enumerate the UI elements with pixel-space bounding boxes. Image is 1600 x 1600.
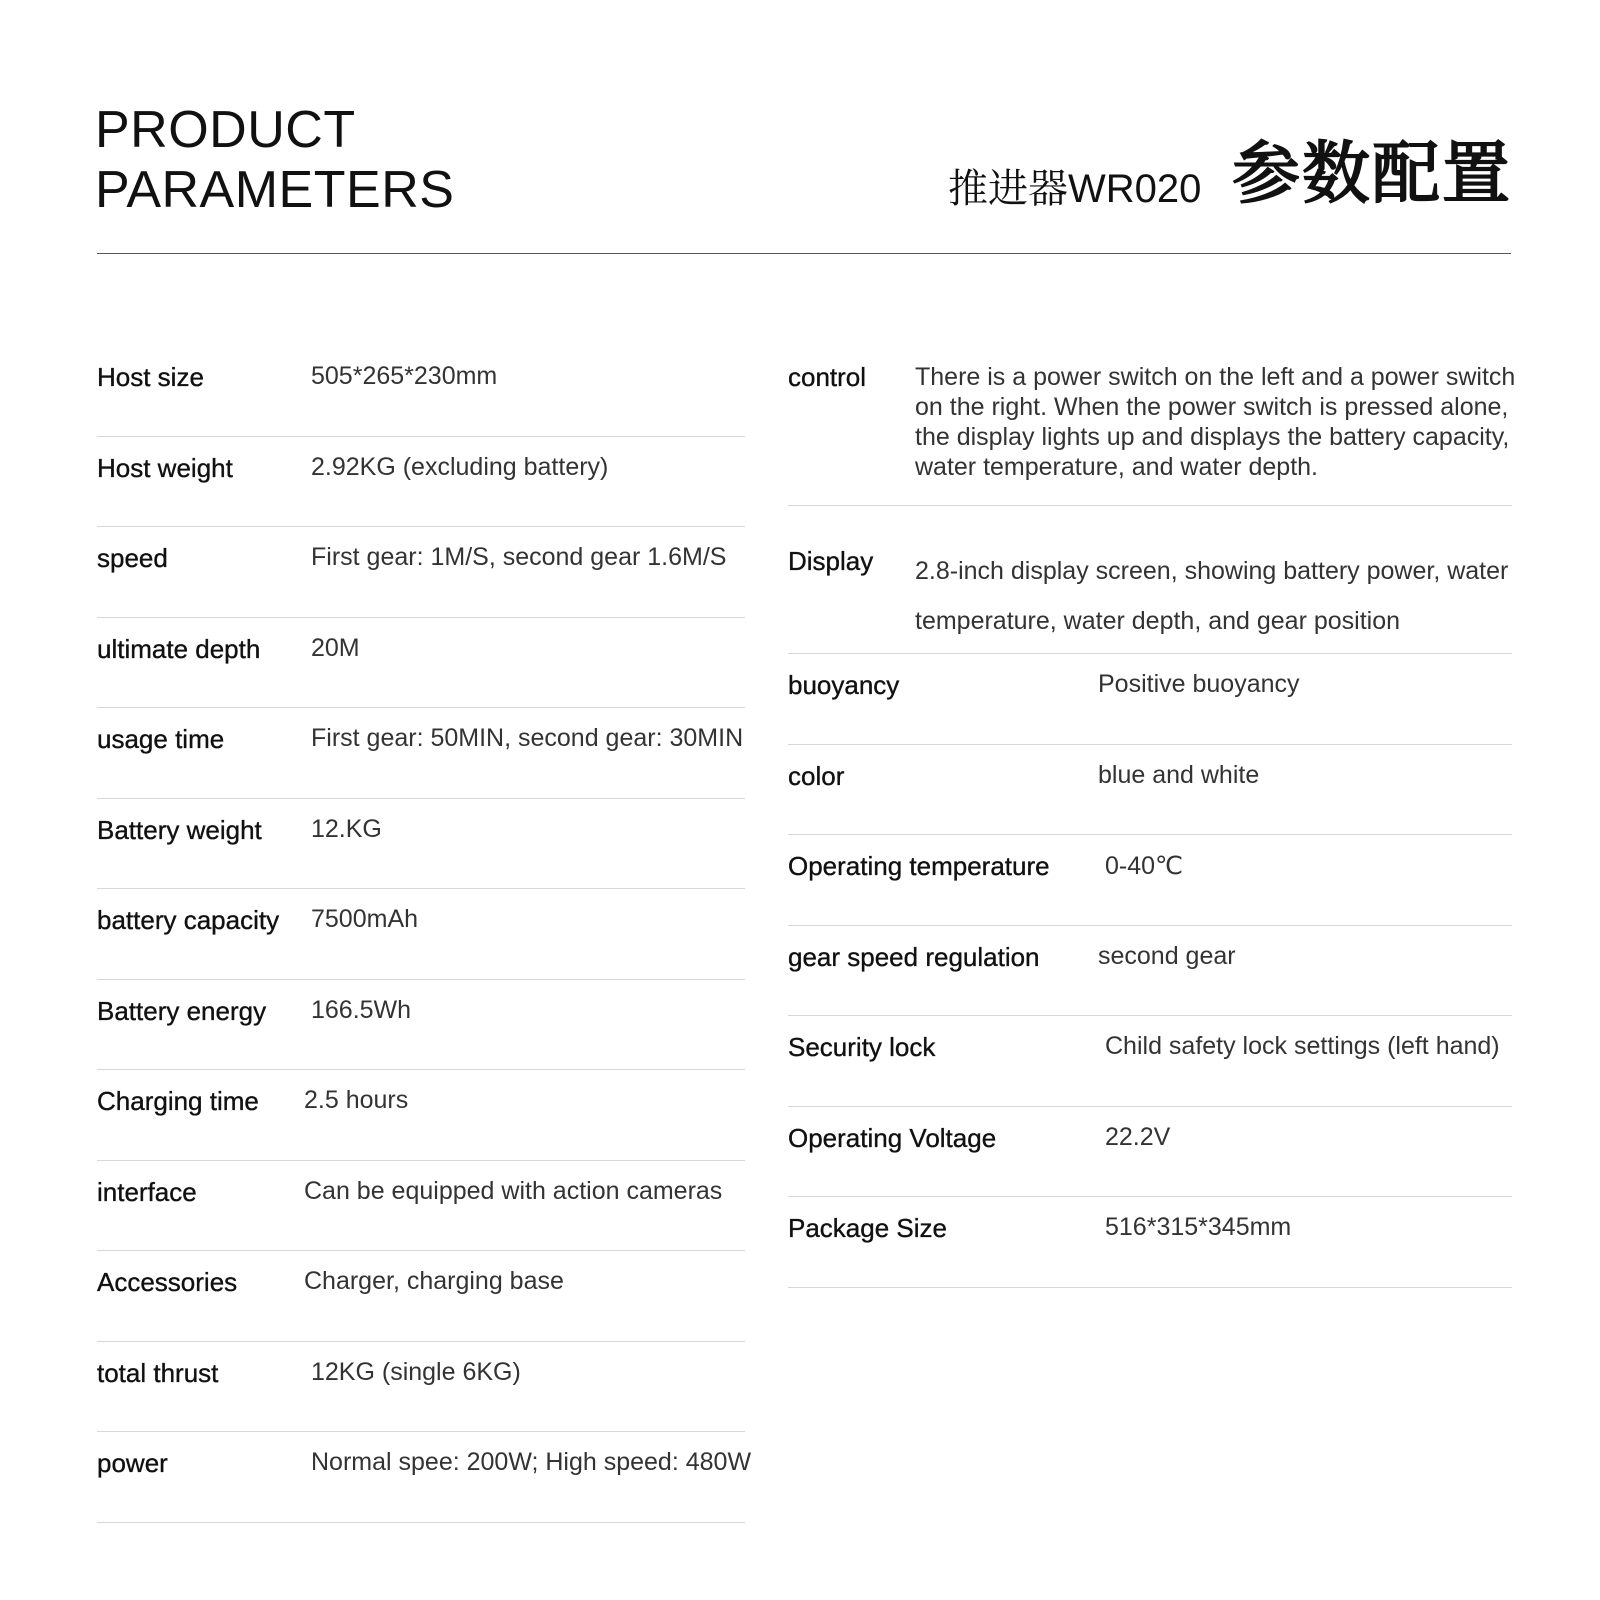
param-label: Operating temperature [788, 851, 1050, 881]
param-row-total-thrust [97, 1342, 745, 1433]
param-row-package-size [788, 1197, 1512, 1288]
param-label: interface [97, 1176, 197, 1207]
model-name: 推进器WR020 [948, 167, 1202, 211]
right-params-table [788, 346, 1516, 1288]
param-label: Host size [97, 362, 204, 392]
param-row-gear-speed-regulation [788, 926, 1512, 1017]
param-label: gear speed regulation [788, 941, 1040, 972]
param-value: Charger, charging base [304, 1267, 564, 1295]
param-row-security-lock [788, 1016, 1512, 1107]
param-value: 7500mAh [311, 905, 419, 933]
param-label: Charging time [97, 1086, 259, 1116]
param-label: battery capacity [97, 905, 280, 935]
param-row-speed [97, 527, 745, 618]
param-row-battery-capacity [97, 889, 745, 980]
param-label: buoyancy [788, 670, 900, 700]
param-value: Normal spee: 200W; High speed: 480W [311, 1448, 752, 1476]
param-value: 20M [311, 633, 360, 662]
param-label: Host weight [97, 452, 233, 483]
param-label: Battery energy [97, 995, 267, 1026]
param-label: Package Size [788, 1213, 947, 1243]
param-row-display [788, 506, 1512, 654]
param-label: Security lock [788, 1032, 936, 1062]
param-value: 22.2V [1105, 1122, 1171, 1151]
page-title [95, 100, 454, 220]
param-row-interface [97, 1161, 745, 1252]
param-row-buoyancy [788, 654, 1512, 745]
title-cn: 参数配置 [1232, 136, 1513, 212]
param-label: power [97, 1448, 168, 1478]
param-label: Battery weight [97, 814, 262, 845]
param-label: ultimate depth [97, 633, 261, 664]
param-label: speed [97, 543, 168, 573]
param-row-usage-time [97, 708, 745, 799]
param-value: 0-40℃ [1105, 852, 1184, 880]
param-label: usage time [97, 724, 225, 754]
param-value: First gear: 50MIN, second gear: 30MIN [311, 724, 744, 752]
param-value: 505*265*230mm [311, 362, 498, 390]
param-value: First gear: 1M/S, second gear 1.6M/S [311, 543, 727, 571]
param-value: 2.8-inch display screen, showing battery power, water temperature, water depth, and gear position [915, 557, 1509, 635]
param-row-ultimate-depth [97, 618, 745, 709]
param-value: 516*315*345mm [1105, 1213, 1292, 1241]
param-value: 166.5Wh [311, 995, 412, 1024]
param-label: Display [788, 546, 874, 576]
param-value: 12KG (single 6KG) [311, 1357, 521, 1386]
param-value: second gear [1098, 941, 1236, 970]
title-line-product: PRODUCT [95, 101, 356, 159]
left-params-table [97, 346, 752, 1523]
param-row-host-weight [97, 437, 745, 528]
param-value: 2.5 hours [304, 1086, 409, 1114]
param-row-host-size [97, 346, 745, 437]
param-label: Operating Voltage [788, 1122, 997, 1153]
param-value: 12.KG [311, 814, 382, 843]
param-row-operating-voltage [788, 1107, 1512, 1198]
param-row-operating-temperature [788, 835, 1512, 926]
param-label: total thrust [97, 1357, 219, 1388]
param-row-color [788, 745, 1512, 836]
param-value: There is a power switch on the left and a power switch on the right. When the power switch is pressed alone, the display lights up and displays the battery capacity, water temperature, and water depth. [915, 363, 1516, 481]
param-row-accessories [97, 1251, 745, 1342]
param-label: Accessories [97, 1267, 238, 1297]
param-row-battery-weight [97, 799, 745, 890]
param-value: blue and white [1098, 760, 1260, 789]
title-line-parameters: PARAMETERS [95, 161, 455, 219]
header-divider [97, 253, 1511, 254]
param-value: Child safety lock settings (left hand) [1105, 1032, 1500, 1060]
param-row-power [97, 1432, 752, 1523]
param-value: Can be equipped with action cameras [304, 1176, 723, 1205]
param-row-battery-energy [97, 980, 745, 1071]
param-row-control [788, 346, 1516, 506]
param-row-charging-time [97, 1070, 745, 1161]
param-label: control [788, 362, 867, 392]
param-label: color [788, 760, 845, 791]
param-value: Positive buoyancy [1098, 670, 1300, 698]
param-value: 2.92KG (excluding battery) [311, 452, 609, 481]
